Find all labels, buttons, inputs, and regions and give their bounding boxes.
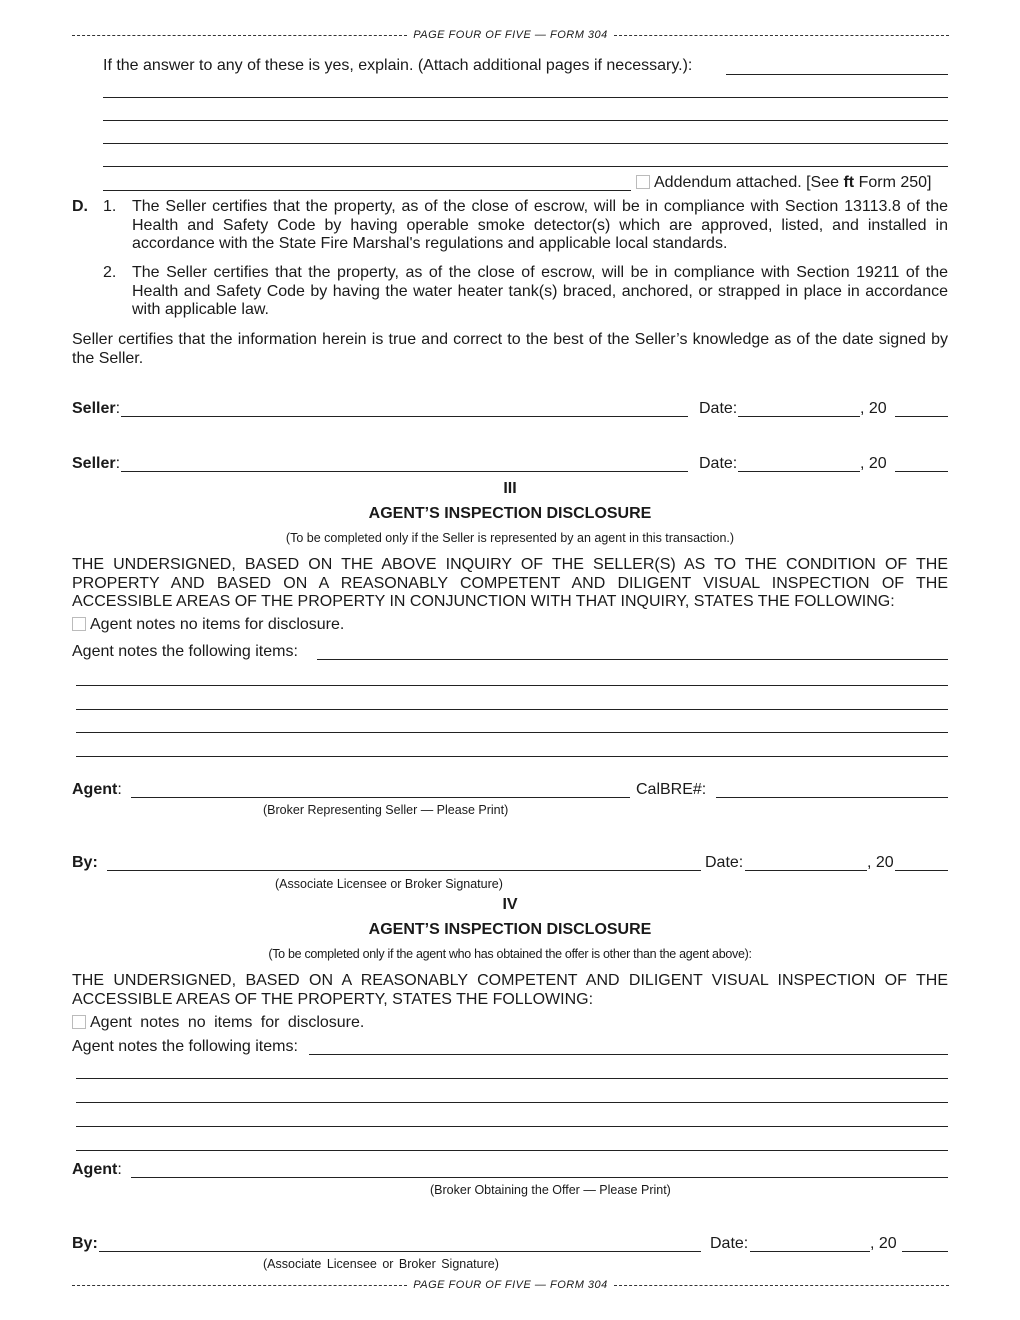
- seller-1-date-label: Date:: [699, 400, 738, 417]
- section-iii-items-line-2[interactable]: [76, 709, 948, 710]
- seller-2-signature-field[interactable]: [121, 471, 688, 472]
- page-header-text: PAGE FOUR OF FIVE — FORM 304: [413, 29, 608, 41]
- section-iv-year-field[interactable]: [902, 1251, 948, 1252]
- section-d-item-2-text: The Seller certifies that the property, as of the close of escrow, will be in compliance with Section 19211 of the Health and Safety Code by having the water heater tank(s) braced, anchored, or strapped in place in accordance with applicable law.: [132, 264, 948, 318]
- section-iii-no-items-option[interactable]: Agent notes no items for disclosure.: [72, 616, 344, 634]
- section-iii-agent-caption: (Broker Representing Seller — Please Print): [263, 803, 509, 817]
- page-header: [72, 27, 949, 43]
- section-iii-subtitle: (To be completed only if the Seller is represented by an agent in this transaction.): [285, 531, 735, 545]
- section-iv-no-items-checkbox[interactable]: [72, 1015, 86, 1029]
- section-iii-numeral: III: [503, 480, 517, 497]
- section-iv-date-field[interactable]: [750, 1251, 870, 1252]
- section-iv-agent-field[interactable]: [131, 1177, 948, 1178]
- section-iii-by-label: By:: [72, 854, 98, 871]
- section-iv-agent-caption: (Broker Obtaining the Offer — Please Print): [430, 1183, 671, 1197]
- section-iii-calbre-field[interactable]: [716, 797, 948, 798]
- explain-line-4[interactable]: [103, 166, 948, 167]
- section-d-item-1-num: 1.: [103, 198, 117, 215]
- explain-line-0[interactable]: [726, 74, 948, 75]
- seller-2-date-field[interactable]: [738, 471, 860, 472]
- page-footer-text: PAGE FOUR OF FIVE — FORM 304: [413, 1279, 608, 1291]
- section-iii-year-field[interactable]: [895, 870, 948, 871]
- section-iii-items-line-1[interactable]: [76, 685, 948, 686]
- section-iii-statement: THE UNDERSIGNED, BASED ON THE ABOVE INQUIRY OF THE SELLER(S) AS TO THE CONDITION OF THE PROPERTY AND BASED ON A REASONABLY COMPETENT AND DILIGENT VISUAL INSPECTION OF THE ACCESSIBLE AREAS OF THE PROPERTY IN CONJUNCTION WITH THAT INQUIRY, STATES THE FOLLOWING:: [72, 556, 948, 610]
- section-iii-year-label: , 20: [867, 854, 894, 871]
- section-iii-following-label: Agent notes the following items:: [72, 643, 298, 660]
- seller-2-year-label: , 20: [860, 455, 887, 472]
- section-iii-agent-label: Agent:: [72, 781, 122, 798]
- section-iv-agent-label: Agent:: [72, 1161, 122, 1178]
- section-iii-by-signature-field[interactable]: [107, 870, 701, 871]
- section-iii-calbre-label: CalBRE#:: [636, 781, 707, 798]
- section-iv-following-label: Agent notes the following items:: [72, 1038, 298, 1055]
- section-iv-no-items-option[interactable]: Agent notes no items for disclosure.: [72, 1014, 364, 1032]
- seller-1-date-field[interactable]: [738, 416, 860, 417]
- section-iii-title: AGENT’S INSPECTION DISCLOSURE: [368, 505, 652, 522]
- section-iii-by-caption: (Associate Licensee or Broker Signature): [275, 877, 503, 891]
- seller-certification: Seller certifies that the information herein is true and correct to the best of the Seller’s knowledge as of the date signed by the Seller.: [72, 331, 948, 367]
- section-iv-items-line-1[interactable]: [76, 1078, 948, 1079]
- section-iv-subtitle: (To be completed only if the agent who has obtained the offer is other than the agent above):: [268, 947, 752, 961]
- seller-1-year-field[interactable]: [895, 416, 948, 417]
- page-footer: [72, 1277, 949, 1293]
- seller-2-date-label: Date:: [699, 455, 738, 472]
- section-d-label: D.: [72, 198, 88, 215]
- section-iv-items-line-2[interactable]: [76, 1102, 948, 1103]
- addendum-option[interactable]: Addendum attached. [See ft Form 250]: [636, 174, 931, 192]
- section-iii-items-line-0[interactable]: [317, 659, 948, 660]
- section-iv-title: AGENT’S INSPECTION DISCLOSURE: [368, 921, 652, 938]
- section-iv-items-line-0[interactable]: [309, 1054, 948, 1055]
- seller-line-1-label: Seller:: [72, 400, 121, 417]
- section-iii-agent-field[interactable]: [131, 797, 630, 798]
- seller-2-year-field[interactable]: [895, 471, 948, 472]
- section-iv-items-line-4[interactable]: [76, 1150, 948, 1151]
- section-iv-by-label: By:: [72, 1235, 98, 1252]
- seller-line-2-label: Seller:: [72, 455, 121, 472]
- section-iii-items-line-4[interactable]: [76, 756, 948, 757]
- seller-1-year-label: , 20: [860, 400, 887, 417]
- section-iv-date-label: Date:: [710, 1235, 749, 1252]
- section-iii-no-items-checkbox[interactable]: [72, 617, 86, 631]
- section-iii-date-label: Date:: [705, 854, 744, 871]
- section-iii-date-field[interactable]: [745, 870, 867, 871]
- explain-prompt: If the answer to any of these is yes, explain. (Attach additional pages if necessary.):: [103, 57, 693, 74]
- explain-line-3[interactable]: [103, 143, 948, 144]
- section-d-item-1-text: The Seller certifies that the property, as of the close of escrow, will be in compliance with Section 13113.8 of the Health and Safety Code by having operable smoke detector(s) which are approved, listed, and installed in accordance with the State Fire Marshal's regulations and applicable local standards.: [132, 198, 948, 252]
- section-iv-year-label: , 20: [870, 1235, 897, 1252]
- section-iv-by-signature-field[interactable]: [99, 1251, 701, 1252]
- ft-logo-text: ft: [843, 174, 855, 191]
- addendum-checkbox[interactable]: [636, 175, 650, 189]
- section-iv-items-line-3[interactable]: [76, 1126, 948, 1127]
- section-iii-items-line-3[interactable]: [76, 732, 948, 733]
- section-iv-by-caption: (Associate Licensee or Broker Signature): [263, 1257, 499, 1271]
- seller-1-signature-field[interactable]: [121, 416, 688, 417]
- section-d-item-2-num: 2.: [103, 264, 117, 281]
- explain-line-5[interactable]: [103, 190, 631, 191]
- explain-line-1[interactable]: [103, 97, 948, 98]
- section-iv-statement: THE UNDERSIGNED, BASED ON A REASONABLY COMPETENT AND DILIGENT VISUAL INSPECTION OF THE ACCESSIBLE AREAS OF THE PROPERTY, STATES THE FOLLOWING:: [72, 972, 948, 1008]
- explain-line-2[interactable]: [103, 120, 948, 121]
- section-iv-numeral: IV: [502, 896, 518, 913]
